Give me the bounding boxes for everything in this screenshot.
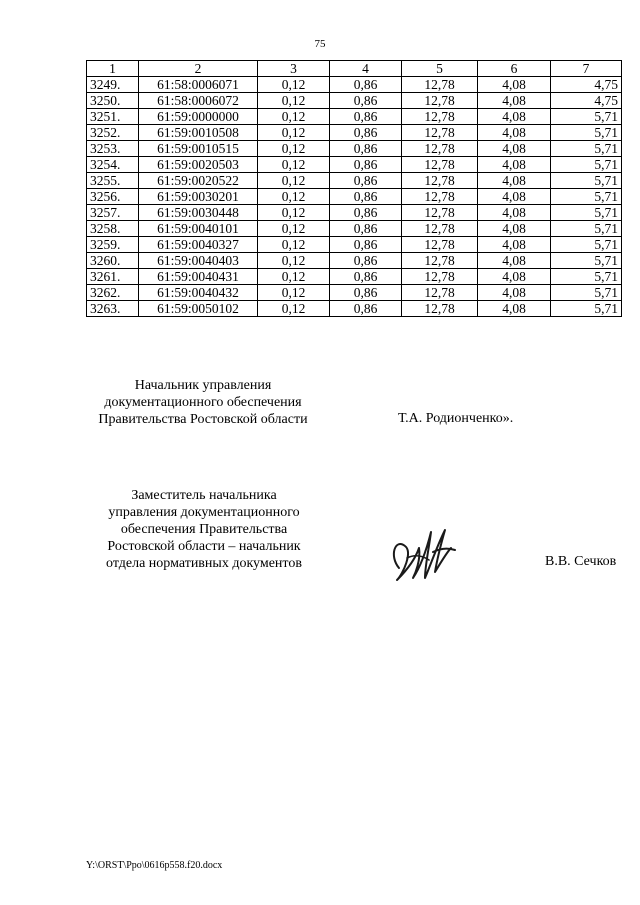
value-cell: 0,12: [258, 253, 330, 269]
value-cell: 0,86: [330, 125, 402, 141]
value-cell: 12,78: [402, 109, 478, 125]
cadastral-code-cell: 61:58:0006072: [139, 93, 258, 109]
value-cell: 12,78: [402, 77, 478, 93]
value-cell: 5,71: [551, 157, 622, 173]
row-number-cell: 3257.: [87, 205, 139, 221]
file-path-footer: Y:\ORST\Ppo\0616p558.f20.docx: [86, 860, 223, 871]
value-cell: 4,08: [478, 189, 551, 205]
value-cell: 12,78: [402, 93, 478, 109]
signatory-1-line: Начальник управления: [134, 378, 272, 393]
column-header-1: 1: [87, 61, 139, 77]
value-cell: 0,12: [258, 125, 330, 141]
cadastral-code-cell: 61:59:0020503: [139, 157, 258, 173]
cadastral-code-cell: 61:59:0040327: [139, 237, 258, 253]
table-row: [87, 125, 622, 141]
value-cell: 5,71: [551, 285, 622, 301]
cadastral-code-cell: 61:59:0030448: [139, 205, 258, 221]
value-cell: 0,86: [330, 237, 402, 253]
value-cell: 12,78: [402, 301, 478, 317]
row-number-cell: 3263.: [87, 301, 139, 317]
table-row: [87, 285, 622, 301]
row-number-cell: 3250.: [87, 93, 139, 109]
value-cell: 4,08: [478, 301, 551, 317]
row-number-cell: 3251.: [87, 109, 139, 125]
signatory-1-line: Правительства Ростовской области: [98, 412, 308, 427]
value-cell: 5,71: [551, 141, 622, 157]
cadastral-code-cell: 61:59:0040432: [139, 285, 258, 301]
value-cell: 4,08: [478, 109, 551, 125]
value-cell: 4,08: [478, 141, 551, 157]
table-header-row: [87, 61, 622, 77]
table-row: [87, 93, 622, 109]
signatory-2-name: В.В. Сечков: [545, 554, 617, 569]
value-cell: 4,08: [478, 77, 551, 93]
row-number-cell: 3262.: [87, 285, 139, 301]
cadastral-code-cell: 61:58:0006071: [139, 77, 258, 93]
value-cell: 5,71: [551, 269, 622, 285]
value-cell: 12,78: [402, 285, 478, 301]
signatory-2-line: обеспечения Правительства: [120, 522, 288, 537]
value-cell: 4,08: [478, 157, 551, 173]
value-cell: 12,78: [402, 253, 478, 269]
value-cell: 0,12: [258, 189, 330, 205]
row-number-cell: 3261.: [87, 269, 139, 285]
table-row: [87, 301, 622, 317]
table-row: [87, 157, 622, 173]
table-row: [87, 253, 622, 269]
value-cell: 0,12: [258, 93, 330, 109]
value-cell: 12,78: [402, 157, 478, 173]
table-row: [87, 173, 622, 189]
table-row: [87, 141, 622, 157]
value-cell: 12,78: [402, 141, 478, 157]
column-header-7: 7: [551, 61, 622, 77]
cadastral-code-cell: 61:59:0000000: [139, 109, 258, 125]
page-number: 75: [314, 38, 326, 50]
signatory-2-line: Заместитель начальника: [131, 488, 277, 503]
table-row: [87, 77, 622, 93]
value-cell: 0,86: [330, 141, 402, 157]
column-header-3: 3: [258, 61, 330, 77]
table-row: [87, 269, 622, 285]
cadastral-code-cell: 61:59:0010515: [139, 141, 258, 157]
value-cell: 5,71: [551, 205, 622, 221]
value-cell: 12,78: [402, 173, 478, 189]
value-cell: 12,78: [402, 269, 478, 285]
cadastral-code-cell: 61:59:0040431: [139, 269, 258, 285]
value-cell: 4,08: [478, 237, 551, 253]
table-row: [87, 109, 622, 125]
value-cell: 0,12: [258, 205, 330, 221]
value-cell: 0,86: [330, 189, 402, 205]
value-cell: 4,08: [478, 205, 551, 221]
cadastral-code-cell: 61:59:0030201: [139, 189, 258, 205]
data-table: [86, 60, 622, 317]
value-cell: 5,71: [551, 221, 622, 237]
value-cell: 4,08: [478, 93, 551, 109]
cadastral-code-cell: 61:59:0020522: [139, 173, 258, 189]
table-row: [87, 221, 622, 237]
value-cell: 5,71: [551, 109, 622, 125]
value-cell: 4,08: [478, 221, 551, 237]
value-cell: 0,86: [330, 109, 402, 125]
value-cell: 0,12: [258, 269, 330, 285]
value-cell: 0,86: [330, 173, 402, 189]
cadastral-code-cell: 61:59:0010508: [139, 125, 258, 141]
value-cell: 12,78: [402, 237, 478, 253]
value-cell: 5,71: [551, 125, 622, 141]
row-number-cell: 3253.: [87, 141, 139, 157]
row-number-cell: 3249.: [87, 77, 139, 93]
value-cell: 0,12: [258, 301, 330, 317]
value-cell: 0,86: [330, 205, 402, 221]
value-cell: 5,71: [551, 301, 622, 317]
row-number-cell: 3259.: [87, 237, 139, 253]
value-cell: 5,71: [551, 253, 622, 269]
value-cell: 0,86: [330, 269, 402, 285]
signatory-2-line: Ростовской области – начальник: [107, 539, 301, 554]
table-row: [87, 237, 622, 253]
value-cell: 4,75: [551, 93, 622, 109]
column-header-6: 6: [478, 61, 551, 77]
value-cell: 0,86: [330, 77, 402, 93]
value-cell: 12,78: [402, 125, 478, 141]
table-row: [87, 205, 622, 221]
value-cell: 0,12: [258, 221, 330, 237]
value-cell: 0,86: [330, 285, 402, 301]
column-header-2: 2: [139, 61, 258, 77]
row-number-cell: 3260.: [87, 253, 139, 269]
value-cell: 0,12: [258, 285, 330, 301]
value-cell: 0,12: [258, 237, 330, 253]
signatory-1-line: документационного обеспечения: [104, 395, 302, 410]
signatory-1-title: [78, 377, 328, 428]
value-cell: 4,08: [478, 269, 551, 285]
value-cell: 12,78: [402, 205, 478, 221]
row-number-cell: 3256.: [87, 189, 139, 205]
column-header-4: 4: [330, 61, 402, 77]
row-number-cell: 3252.: [87, 125, 139, 141]
table-body: [87, 77, 622, 317]
cadastral-code-cell: 61:59:0050102: [139, 301, 258, 317]
value-cell: 4,08: [478, 125, 551, 141]
value-cell: 4,08: [478, 173, 551, 189]
row-number-cell: 3255.: [87, 173, 139, 189]
value-cell: 5,71: [551, 173, 622, 189]
value-cell: 4,08: [478, 285, 551, 301]
value-cell: 0,12: [258, 157, 330, 173]
value-cell: 0,86: [330, 93, 402, 109]
value-cell: 0,12: [258, 141, 330, 157]
cadastral-code-cell: 61:59:0040101: [139, 221, 258, 237]
value-cell: 0,12: [258, 77, 330, 93]
value-cell: 0,86: [330, 301, 402, 317]
value-cell: 0,12: [258, 173, 330, 189]
value-cell: 12,78: [402, 189, 478, 205]
row-number-cell: 3258.: [87, 221, 139, 237]
value-cell: 12,78: [402, 221, 478, 237]
signatory-2-line: управления документационного: [108, 505, 300, 520]
signatory-2-title: [86, 487, 322, 572]
value-cell: 5,71: [551, 237, 622, 253]
signatory-2-line: отдела нормативных документов: [106, 556, 302, 571]
handwritten-signature: [385, 508, 465, 588]
value-cell: 0,12: [258, 109, 330, 125]
value-cell: 5,71: [551, 189, 622, 205]
signatory-1-name: Т.А. Родионченко».: [398, 411, 514, 426]
column-header-5: 5: [402, 61, 478, 77]
value-cell: 0,86: [330, 157, 402, 173]
table-row: [87, 189, 622, 205]
value-cell: 0,86: [330, 221, 402, 237]
cadastral-code-cell: 61:59:0040403: [139, 253, 258, 269]
value-cell: 0,86: [330, 253, 402, 269]
value-cell: 4,08: [478, 253, 551, 269]
row-number-cell: 3254.: [87, 157, 139, 173]
value-cell: 4,75: [551, 77, 622, 93]
